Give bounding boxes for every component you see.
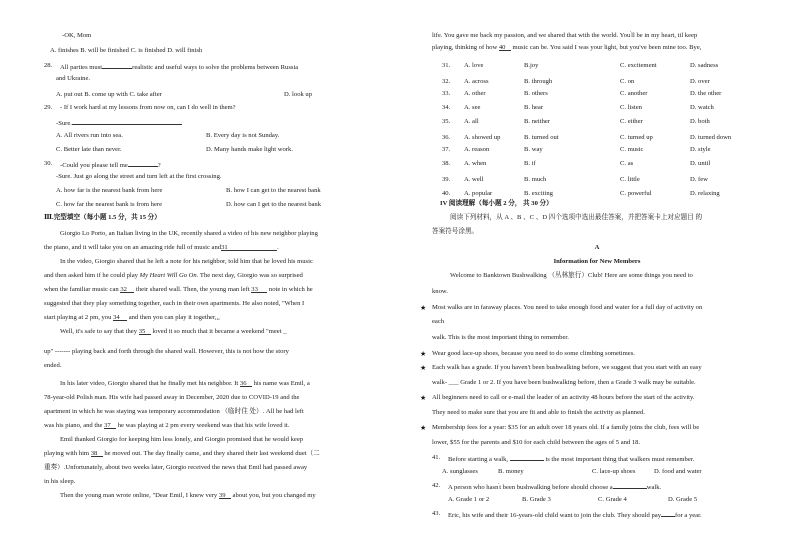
passage-a-intro: Welcome to Banktown Bushwalking （丛林旅行）Club! Here are some things you need to xyxy=(450,272,693,279)
option-d: D. until xyxy=(690,160,711,167)
section-4-instruction-cont: 答案符号涂黑。 xyxy=(432,228,479,235)
bullet-text: Most walks are in faraway places. You need to take enough food and water for a full day of activity on xyxy=(432,304,703,311)
passage-line: 重奏）.Unfortunately, about two weeks later, Giorgio received the news that Emil had passed away xyxy=(44,464,308,471)
star-bullet-icon: ★ xyxy=(420,424,427,432)
q30-response: -Sure. Just go along the street and turn left at the first crossing. xyxy=(56,173,222,180)
blank-33: 33 xyxy=(251,286,258,293)
option-b: B. others xyxy=(524,90,548,97)
option-d: D. watch xyxy=(690,104,714,111)
option-d: D. sadness xyxy=(690,62,719,69)
q29-response: -Sure. xyxy=(56,118,182,128)
option-d: D. both xyxy=(690,118,710,125)
option-number: 32. xyxy=(442,78,451,85)
q41-stem: Before starting a walk, is the most important thing that walkers must remember. xyxy=(448,456,695,463)
passage-line: Giorgio Lo Porto, an Italian living in the UK, recently shared a video of his new neighbor playing xyxy=(60,230,318,237)
option-c: C. another xyxy=(620,90,648,97)
q41-blank xyxy=(510,454,544,461)
passage-line: Well, it's safe to say that they 35 loved it so much that it became a weekend "meet _ xyxy=(60,328,287,335)
star-bullet-icon: ★ xyxy=(420,394,427,402)
bullet-text: They need to make sure that you are fit and able to finish the activity as planned. xyxy=(432,409,645,416)
q30-option-d: D. how can I get to the nearest bank xyxy=(226,201,322,208)
blank-37: 37 xyxy=(104,422,111,429)
option-a: A. well xyxy=(464,176,484,183)
bullet-text: lower, $55 for the parents and $10 for each child between the ages of 5 and 18. xyxy=(432,439,641,446)
q43-blank xyxy=(661,510,675,517)
option-number: 35. xyxy=(442,118,451,125)
bullet-text: Each walk has a grade. If you haven't been bushwalking before, we suggest that you start with an easy xyxy=(432,364,702,371)
star-bullet-icon: ★ xyxy=(420,304,427,312)
option-d: D. relaxing xyxy=(690,190,720,197)
passage-line: 78-year-old Polish man. His wife had passed away in December, 2020 due to COVID-19 and the xyxy=(44,394,300,401)
q42-stem: A person who hasn't been bushwalking before should choose a walk. xyxy=(448,482,662,492)
blank-40: 40 xyxy=(498,44,506,51)
blank-36: 36 xyxy=(239,380,247,387)
blank-35: 35 xyxy=(138,328,146,335)
option-a: A. across xyxy=(464,78,489,85)
option-d: D. the other xyxy=(690,90,722,97)
bullet-text: walk. This is the most important thing to remember. xyxy=(432,334,569,341)
passage-line: Then the young man wrote online, "Dear Emil, I knew very 39 about you, but you changed my xyxy=(60,492,316,499)
q41-number: 41. xyxy=(432,454,441,461)
q42-option-c: C. Grade 4 xyxy=(598,496,627,503)
option-d: D. style xyxy=(690,146,711,153)
option-b: B. much xyxy=(524,176,547,183)
q27-answer-line: -OK, Mom xyxy=(62,32,92,39)
blank-38: 38 xyxy=(90,450,98,457)
passage-line: when the familiar music can 32 their shared wall. Then, the young man left 33 note in which he xyxy=(44,286,313,293)
q30-number: 30. xyxy=(44,160,53,167)
q42-option-d: D. Grade 5 xyxy=(668,496,698,503)
option-b: B. way xyxy=(524,146,543,153)
passage-a-letter: A xyxy=(594,244,600,251)
q28-blank xyxy=(102,62,132,69)
bullet-text: All beginners need to call or e-mail the leader of an activity 48 hours before the start of the activity. xyxy=(432,394,695,401)
option-b: B. through xyxy=(524,78,553,85)
option-c: C. listen xyxy=(620,104,642,111)
q41-option-d: D. food and water xyxy=(654,468,702,475)
option-number: 38. xyxy=(442,160,451,167)
bullet-text: Membership fees for a year: $35 for an adult over 18 years old. If a family joins the club, fees will be xyxy=(432,424,700,431)
q30-blank xyxy=(128,160,158,167)
q29-option-a: A. All rivers run into sea. xyxy=(56,132,123,139)
option-a: A. see xyxy=(464,104,481,111)
q28-stem-cont: and Ukraine. xyxy=(56,75,91,82)
q28-number: 28. xyxy=(44,62,53,69)
passage-a-title: Information for New Members xyxy=(553,258,641,265)
option-number: 31. xyxy=(442,62,451,69)
option-a: A. other xyxy=(464,90,486,97)
passage-line: was his piano, and the 37 he was playing at 2 pm every weekend was that his wife loved it. xyxy=(44,422,290,429)
passage-line: ended. xyxy=(44,362,62,369)
q29-number: 29. xyxy=(44,104,53,111)
passage-line: the piano, and it will take you on an amazing ride full of music and31 . xyxy=(44,244,279,251)
option-b: B. neither xyxy=(524,118,551,125)
option-d: D. few xyxy=(690,176,708,183)
option-a: A. showed up xyxy=(464,134,501,141)
q42-number: 42. xyxy=(432,482,441,489)
option-number: 33. xyxy=(442,90,451,97)
option-number: 40. xyxy=(442,190,451,197)
option-number: 37. xyxy=(442,146,451,153)
passage-line: playing, thinking of how 40 music can be. You said I was your light, but you've been mine too. Bye, xyxy=(432,44,702,51)
blank-34: 34 xyxy=(113,314,120,321)
bullet-text: each xyxy=(432,318,445,325)
q29-option-b: B. Every day is not Sunday. xyxy=(206,132,280,139)
option-d: D. over xyxy=(690,78,710,85)
option-b: B. hear xyxy=(524,104,544,111)
option-d: D. turned down xyxy=(690,134,732,141)
option-c: C. on xyxy=(620,78,635,85)
q30-option-c: C. how far the nearest bank is from here xyxy=(56,201,163,208)
star-bullet-icon: ★ xyxy=(420,364,427,372)
option-a: A. love xyxy=(464,62,484,69)
q29-option-d: D. Many hands make light work. xyxy=(206,146,293,153)
q42-option-b: B. Grade 3 xyxy=(522,496,551,503)
passage-line: in his sleep. xyxy=(44,478,76,485)
option-number: 36. xyxy=(442,134,451,141)
passage-line: In his later video, Giorgio shared that he finally met his neighbor. It 36 his name was Emil, a xyxy=(60,380,310,387)
q29-stem: - If I work hard at my lessons from now on, can I do well in them? xyxy=(60,104,236,111)
q29-option-c: C. Better late than never. xyxy=(56,146,122,153)
q30-option-a: A. how far is the nearest bank from here xyxy=(56,187,163,194)
q30-stem: -Could you please tell me ? xyxy=(60,162,161,169)
option-c: C. as xyxy=(620,160,634,167)
q42-blank xyxy=(613,482,647,489)
option-a: A. popular xyxy=(464,190,493,197)
bullet-text: Wear good lace-up shoes, because you need to do some climbing sometimes. xyxy=(432,350,635,357)
q30-option-b: B. how I can get to the nearest bank xyxy=(226,187,321,194)
section-4-instruction: 阅读下列材料，从 A 、B 、C 、D 四个选项中选出最佳答案，并把答案卡上对应题目 的 xyxy=(450,214,703,221)
passage-line: and then asked him if he could play My Heart Will Go On. The next day, Giorgio was so surprised xyxy=(44,272,303,279)
option-a: A. reason xyxy=(464,146,490,153)
passage-line: suggested that they play something together, each in their own apartments. He also noted, "When I xyxy=(44,300,305,307)
passage-line: life. You gave me back my passion, and we shared that with the world. You'll be in my heart, til keep xyxy=(432,30,698,40)
q41-option-b: B. money xyxy=(498,468,524,475)
option-a: A. when xyxy=(464,160,487,167)
option-b: B. if xyxy=(524,160,536,167)
q29-blank xyxy=(72,118,182,125)
q27-options: A. finishes B. will be finished C. is finished D. will finish xyxy=(50,47,203,54)
option-number: 34. xyxy=(442,104,451,111)
option-c: C. either xyxy=(620,118,643,125)
blank-32: 32 xyxy=(120,286,127,293)
option-c: C. powerful xyxy=(620,190,652,197)
bullet-text: walk- ___ Grade 1 or 2. If you have been bushwalking before, then a Grade 3 walk may be suitable. xyxy=(432,379,696,386)
q42-option-a: A. Grade 1 or 2 xyxy=(448,496,490,503)
q43-number: 43. xyxy=(432,510,441,517)
q41-option-a: A. sunglasses xyxy=(442,468,478,475)
option-c: C. turned up xyxy=(620,134,653,141)
q41-option-c: C. lace-up shoes xyxy=(592,468,636,475)
passage-a-intro-cont: know. xyxy=(432,288,448,295)
passage-line: start playing at 2 pm, you 34 and then you can play it together,,, xyxy=(44,314,220,321)
blank-39: 39 xyxy=(218,492,226,499)
q28-option-d: D. look up xyxy=(284,91,313,98)
passage-line: playing with him 38 he moved out. The day finally came, and they shared their last weekend duet（二 xyxy=(44,450,320,457)
option-b: B. exciting xyxy=(524,190,553,197)
q28-stem: All parties must realistic and useful ways to solve the problems between Russia xyxy=(60,64,299,71)
section-3-heading: Ⅲ.完型填空（每小题 1.5 分，共 15 分） xyxy=(44,214,161,221)
passage-line: In the video, Giorgio shared that he left a note for his neighbor, told him that he loved his music xyxy=(60,258,313,265)
q43-stem: Eric, his wife and their 16-years-old child want to join the club. They should pay for a year. xyxy=(448,512,702,519)
option-c: C. excitement xyxy=(620,62,657,69)
song-title: My Heart Will Go On xyxy=(139,272,197,279)
star-bullet-icon: ★ xyxy=(420,350,427,358)
passage-line: apartment in which he was staying was temporary accommodation （临时住 处）. All he had left xyxy=(44,408,304,415)
option-number: 39. xyxy=(442,176,451,183)
q28-options-abc: A. put out B. come up with C. take after xyxy=(56,91,162,98)
blank-31: 31 xyxy=(221,244,228,251)
section-4-heading: IV 阅读理解（每小题 2 分， 共 30 分） xyxy=(440,200,553,207)
passage-line: Emil thanked Giorgio for keeping him less lonely, and Giorgio promised that he would keep xyxy=(60,436,304,443)
option-a: A. all xyxy=(464,118,479,125)
passage-line: up" ------- playing back and forth through the shared wall. However, this is not how the story xyxy=(44,348,289,355)
option-c: C. little xyxy=(620,176,640,183)
option-c: C. music xyxy=(620,146,644,153)
option-b: B.joy xyxy=(524,62,539,69)
option-b: B. turned out xyxy=(524,134,559,141)
